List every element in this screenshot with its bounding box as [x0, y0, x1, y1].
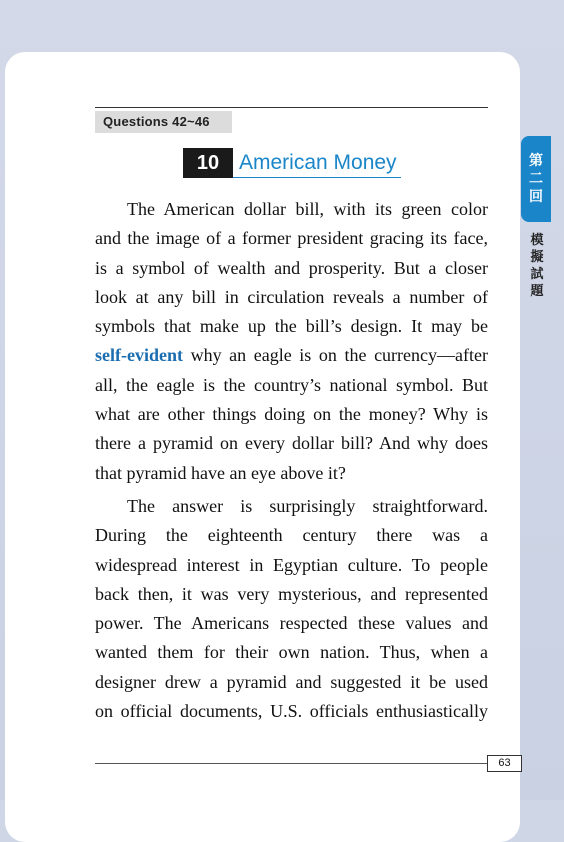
unit-title: American Money: [233, 148, 401, 178]
vocab-word[interactable]: self-evident: [95, 345, 183, 366]
footer-divider: [95, 763, 487, 764]
side-label-char: 題: [530, 284, 544, 299]
page-number: 63: [487, 755, 522, 772]
passage-line: on official documents, U.S. officials enthusiastically: [95, 701, 488, 722]
passage-line: look at any bill in circulation reveals a number of: [95, 286, 488, 307]
passage-line: widespread interest in Egyptian culture. To people: [95, 554, 488, 575]
chapter-tab-char: 二: [529, 171, 543, 187]
passage-line: what are other things doing on the money? Why is: [95, 404, 488, 425]
section-divider: [95, 107, 488, 108]
chapter-tab-char: 回: [529, 189, 543, 205]
passage-line: power. The Americans respected these values and: [95, 613, 488, 634]
passage-line: and the image of a former president gracing its face,: [95, 228, 488, 249]
passage-line-with-vocab: [95, 341, 488, 370]
questions-range-label: Questions 42~46: [95, 111, 232, 133]
side-label-char: 試: [530, 267, 544, 282]
passage-line: wanted them for their own nation. Thus, when a: [95, 642, 488, 663]
passage-line: back then, it was very mysterious, and represented: [95, 583, 488, 604]
chapter-tab-char: 第: [529, 153, 543, 169]
passage-line: that pyramid have an eye above it?: [95, 462, 346, 483]
passage-line: all, the eagle is the country’s national symbol. But: [95, 374, 488, 395]
unit-number: 10: [183, 148, 233, 178]
passage-line: During the eighteenth century there was a: [95, 525, 488, 546]
passage-line: The answer is surprisingly straightforward.: [127, 495, 488, 516]
side-label-char: 模: [530, 233, 544, 248]
reading-passage: [95, 195, 488, 726]
passage-line: is a symbol of wealth and prosperity. But a closer: [95, 257, 488, 278]
passage-line: there a pyramid on every dollar bill? And why does: [95, 433, 488, 454]
chapter-side-label: [528, 232, 546, 300]
passage-line: The American dollar bill, with its green color: [127, 199, 488, 219]
passage-line: designer drew a pyramid and suggested it be used: [95, 671, 488, 692]
passage-line-rest: why an eagle is on the currency—after: [190, 345, 488, 366]
passage-line: symbols that make up the bill’s design. It may be: [95, 316, 488, 337]
unit-heading: [183, 148, 401, 178]
chapter-tab[interactable]: [521, 136, 551, 222]
side-label-char: 擬: [530, 250, 544, 265]
